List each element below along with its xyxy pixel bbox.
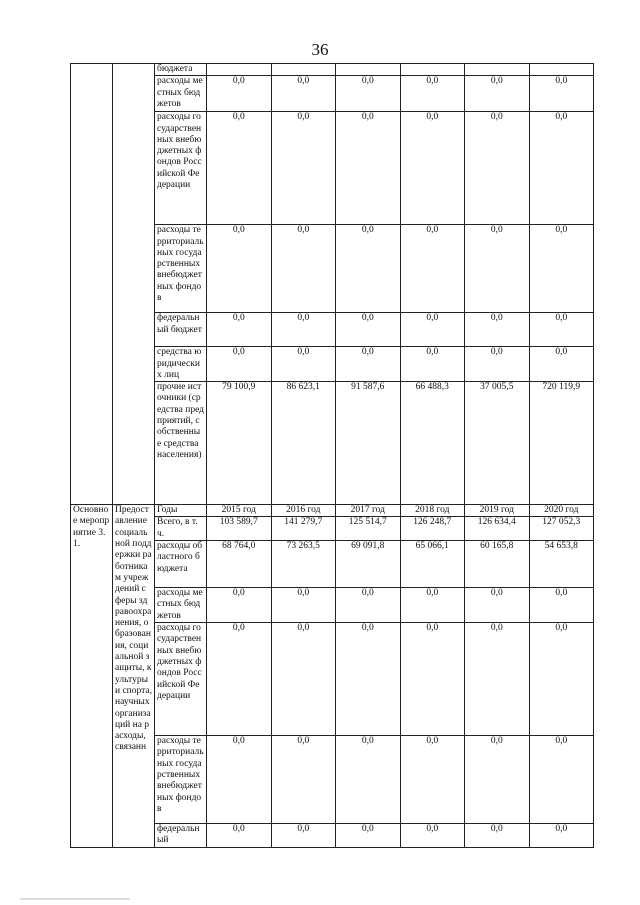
empty-cell xyxy=(71,64,113,505)
row-category: расходы территориальных государственных внебюджетных фондов xyxy=(155,736,207,824)
value-cell: 37 005,5 xyxy=(465,382,530,505)
value-cell: 0,0 xyxy=(271,623,336,736)
value-cell: 0,0 xyxy=(529,623,594,736)
value-cell: 0,0 xyxy=(400,313,465,347)
value-cell: 0,0 xyxy=(271,76,336,112)
value-cell: 79 100,9 xyxy=(207,382,272,505)
value-cell: 0,0 xyxy=(271,736,336,824)
value-cell: 0,0 xyxy=(336,225,401,313)
value-cell: 0,0 xyxy=(271,225,336,313)
value-cell: 0,0 xyxy=(465,623,530,736)
value-cell: 0,0 xyxy=(400,347,465,382)
value-cell: 0,0 xyxy=(271,347,336,382)
year-header: 2018 год xyxy=(400,505,465,517)
value-cell: 0,0 xyxy=(465,112,530,225)
value-cell: 0,0 xyxy=(400,588,465,623)
year-header: 2019 год xyxy=(465,505,530,517)
value-cell: 0,0 xyxy=(529,76,594,112)
row-category: расходы местных бюджетов xyxy=(155,588,207,623)
value-cell: 126 248,7 xyxy=(400,517,465,541)
empty-cell xyxy=(113,64,155,505)
value-cell: 0,0 xyxy=(465,588,530,623)
value-cell: 0,0 xyxy=(400,76,465,112)
value-cell: 0,0 xyxy=(400,112,465,225)
section-label: Основное мероприятие 3.1. xyxy=(71,505,113,848)
value-cell: 0,0 xyxy=(207,112,272,225)
value-cell: 0,0 xyxy=(336,112,401,225)
value-cell: 0,0 xyxy=(529,112,594,225)
value-cell: 0,0 xyxy=(207,736,272,824)
value-cell: 91 587,6 xyxy=(336,382,401,505)
table-row xyxy=(71,505,594,517)
value-cell: 66 488,3 xyxy=(400,382,465,505)
value-cell: 0,0 xyxy=(529,824,594,848)
value-cell: 0,0 xyxy=(336,347,401,382)
value-cell: 125 514,7 xyxy=(336,517,401,541)
row-category: расходы государственных внебюджетных фондов Российской Федерации xyxy=(155,623,207,736)
value-cell: 65 066,1 xyxy=(400,541,465,588)
value-cell: 0,0 xyxy=(271,313,336,347)
value-cell: 0,0 xyxy=(529,588,594,623)
value-cell: 0,0 xyxy=(336,623,401,736)
value-cell: 103 589,7 xyxy=(207,517,272,541)
value-cell: 0,0 xyxy=(465,736,530,824)
value-cell: 0,0 xyxy=(465,225,530,313)
value-cell: 0,0 xyxy=(207,824,272,848)
value-cell: 0,0 xyxy=(465,76,530,112)
value-cell: 0,0 xyxy=(207,347,272,382)
row-category: средства юридических лиц xyxy=(155,347,207,382)
row-category: бюджета xyxy=(155,64,207,76)
value-cell: 0,0 xyxy=(529,313,594,347)
value-cell: 0,0 xyxy=(400,623,465,736)
value-cell: 0,0 xyxy=(400,824,465,848)
scan-artifact xyxy=(20,898,130,900)
value-cell: 0,0 xyxy=(271,112,336,225)
value-cell: 73 263,5 xyxy=(271,541,336,588)
value-cell: 68 764,0 xyxy=(207,541,272,588)
section-description: Предоставление социальной поддержки работникам учреждений сферы здравоохранения, образования, социальной защиты, культуры и спорта, научных организаций на расходы, связанн xyxy=(113,505,155,848)
value-cell: 127 052,3 xyxy=(529,517,594,541)
value-cell: 0,0 xyxy=(529,736,594,824)
budget-table xyxy=(70,63,594,848)
value-cell: 69 091,8 xyxy=(336,541,401,588)
value-cell: 0,0 xyxy=(207,76,272,112)
row-category: Всего, в т.ч. xyxy=(155,517,207,541)
year-header: 2016 год xyxy=(271,505,336,517)
row-category: расходы местных бюджетов xyxy=(155,76,207,112)
value-cell: 86 623,1 xyxy=(271,382,336,505)
value-cell: 0,0 xyxy=(336,736,401,824)
row-category: федеральный бюджет xyxy=(155,313,207,347)
value-cell: 0,0 xyxy=(400,225,465,313)
table-row xyxy=(71,64,594,76)
value-cell: 720 119,9 xyxy=(529,382,594,505)
value-cell: 0,0 xyxy=(207,623,272,736)
row-category: прочие источники (средства предприятий, собственные средства населения) xyxy=(155,382,207,505)
value-cell: 0,0 xyxy=(336,588,401,623)
year-header: 2020 год xyxy=(529,505,594,517)
value-cell: 0,0 xyxy=(207,313,272,347)
value-cell: 0,0 xyxy=(529,347,594,382)
year-header: 2017 год xyxy=(336,505,401,517)
value-cell: 141 279,7 xyxy=(271,517,336,541)
value-cell: 60 165,8 xyxy=(465,541,530,588)
value-cell: 0,0 xyxy=(336,313,401,347)
value-cell: 0,0 xyxy=(529,225,594,313)
value-cell: 0,0 xyxy=(336,824,401,848)
value-cell: 0,0 xyxy=(271,824,336,848)
row-category: расходы государственных внебюджетных фондов Российской Федерации xyxy=(155,112,207,225)
value-cell: 0,0 xyxy=(465,824,530,848)
value-cell: 0,0 xyxy=(207,588,272,623)
value-cell: 0,0 xyxy=(465,313,530,347)
value-cell: 54 653,8 xyxy=(529,541,594,588)
value-cell: 0,0 xyxy=(400,736,465,824)
value-cell: 126 634,4 xyxy=(465,517,530,541)
value-cell: 0,0 xyxy=(207,225,272,313)
page-number: 36 xyxy=(311,40,329,59)
years-label: Годы xyxy=(155,505,207,517)
value-cell: 0,0 xyxy=(271,588,336,623)
year-header: 2015 год xyxy=(207,505,272,517)
row-category: расходы областного бюджета xyxy=(155,541,207,588)
row-category: федеральный xyxy=(155,824,207,848)
row-category: расходы территориальных государственных внебюджетных фондов xyxy=(155,225,207,313)
value-cell: 0,0 xyxy=(336,76,401,112)
value-cell: 0,0 xyxy=(465,347,530,382)
